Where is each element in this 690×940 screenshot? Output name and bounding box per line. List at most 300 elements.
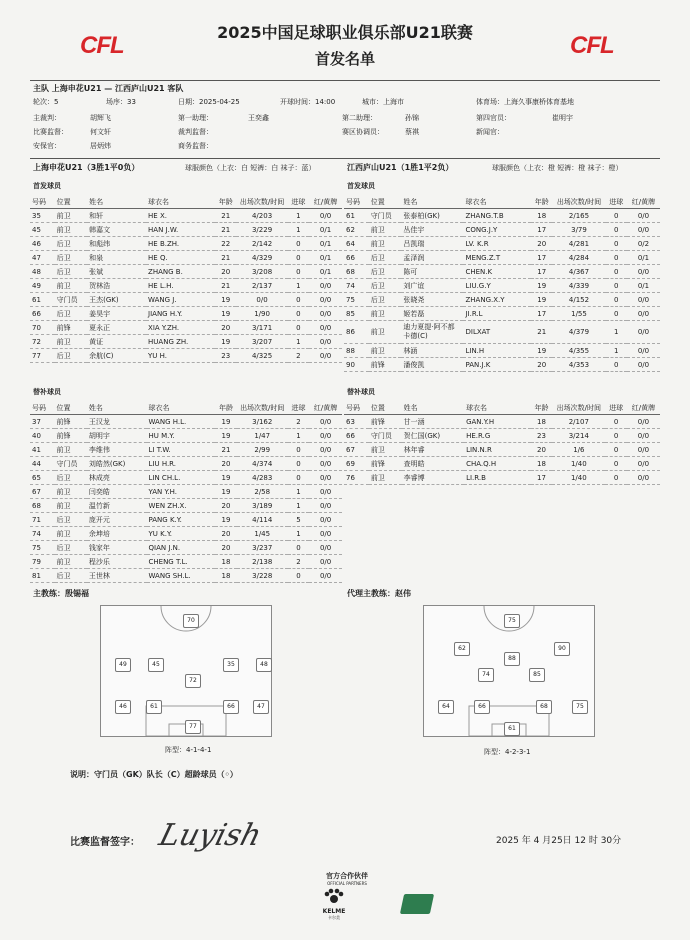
player-jersey: 74: [478, 668, 494, 682]
player-cell: 1: [296, 487, 301, 496]
player-cell: 76: [346, 473, 355, 482]
player-cell: HUANG ZH.: [148, 337, 189, 346]
column-header: 年龄: [218, 198, 233, 206]
player-cell: 20: [221, 543, 231, 552]
column-header: 姓名: [403, 404, 418, 412]
player-row: [344, 443, 660, 457]
player-cell: 0/0: [637, 211, 650, 220]
column-header: 进球: [609, 198, 624, 206]
player-cell: JI.R.L: [465, 309, 483, 318]
player-cell: 前卫: [56, 487, 71, 496]
column-header: 进球: [291, 404, 306, 412]
player-row: [30, 513, 342, 527]
player-cell: LI T.W.: [148, 445, 171, 454]
player-cell: 44: [32, 459, 41, 468]
player-cell: 0/0: [319, 281, 332, 290]
venue: 体育场：上海久事康桥体育基地: [476, 98, 574, 106]
player-cell: 0: [614, 211, 619, 220]
player-cell: 0: [613, 459, 619, 468]
player-cell: 45: [32, 225, 41, 234]
player-cell: 19: [221, 431, 231, 440]
player-cell: JIANG H.Y.: [148, 309, 183, 318]
player-cell: 18: [221, 571, 231, 580]
sign-date: 2025 年 4 月25日 12 时 30分: [496, 836, 622, 846]
player-cell: 后卫: [370, 281, 385, 290]
column-header: 出场次数/时间: [556, 404, 601, 412]
column-header: 姓名: [88, 404, 103, 412]
player-cell: HE L.H.: [148, 281, 174, 290]
player-cell: LV. K.R: [465, 239, 489, 248]
player-jersey: 61: [146, 700, 162, 714]
player-cell: 5: [296, 515, 301, 524]
player-cell: CHENG T.L.: [148, 557, 188, 566]
player-cell: 吕凯瑞: [403, 239, 425, 248]
player-jersey: 85: [529, 668, 545, 682]
player-cell: 查明皓: [403, 459, 425, 468]
player-cell: 77: [32, 351, 41, 360]
official-name: 王奕鑫: [248, 114, 269, 122]
official-role: 第二助理：: [342, 114, 377, 122]
player-cell: 王世林: [88, 571, 110, 580]
player-cell: 韩嘉文: [89, 225, 111, 234]
player-cell: 2/165: [568, 211, 590, 220]
player-cell: 贺林浩: [89, 281, 111, 290]
player-cell: 61: [32, 295, 41, 304]
table-header: [30, 402, 342, 415]
official-name: 孙锦: [405, 114, 419, 122]
page-subtitle: 首发名单: [314, 50, 375, 68]
home-formation: 阵型：4-1-4-1: [165, 746, 212, 754]
player-cell: 4/355: [568, 346, 590, 355]
column-header: 球衣名: [148, 198, 170, 206]
player-cell: 前卫: [56, 557, 71, 566]
player-cell: 夏永正: [89, 323, 111, 332]
player-cell: 0: [613, 431, 619, 440]
column-header: 红/黄牌: [313, 198, 338, 206]
player-cell: 19: [221, 487, 231, 496]
player-cell: 前锋: [370, 459, 385, 468]
player-cell: HE Q.: [148, 253, 168, 262]
player-cell: CHEN.K: [465, 267, 493, 276]
column-header: 位置: [370, 404, 385, 412]
player-cell: 69: [346, 459, 355, 468]
player-cell: 2/138: [252, 557, 273, 566]
player-cell: 4/339: [568, 281, 590, 290]
player-cell: 21: [221, 253, 231, 262]
player-cell: 黄证: [89, 337, 104, 346]
player-jersey: 62: [454, 642, 470, 656]
player-row: [344, 307, 660, 321]
home-starters-label: 首发球员: [33, 182, 61, 190]
player-cell: 3/214: [568, 431, 589, 440]
home-kit: 球服颜色（上衣：白 短裤：白 袜子：蓝）: [185, 164, 316, 172]
player-cell: LIN.N.R: [466, 445, 492, 454]
player-cell: 37: [32, 417, 41, 426]
player-cell: 0: [296, 473, 301, 482]
player-cell: 李维伟: [88, 445, 110, 454]
player-cell: 0: [613, 417, 619, 426]
player-cell: 后卫: [370, 253, 385, 262]
player-cell: 18: [537, 459, 546, 468]
city: 城市：上海市: [362, 98, 404, 106]
player-cell: 丛佳宇: [403, 225, 425, 234]
player-cell: 18: [537, 211, 547, 220]
player-row: [30, 335, 342, 349]
player-cell: 后卫: [370, 267, 385, 276]
player-row: [344, 321, 660, 344]
player-cell: LIU H.R.: [148, 459, 177, 468]
player-cell: 17: [537, 267, 547, 276]
player-cell: 0: [614, 239, 619, 248]
player-cell: 后卫: [370, 295, 385, 304]
player-cell: DILXAT: [465, 328, 491, 336]
player-jersey: 35: [223, 658, 239, 672]
player-cell: 张泰柏(GK): [403, 211, 440, 220]
player-cell: 20: [537, 360, 547, 369]
supervisor-signature: Luyish: [155, 818, 266, 853]
player-cell: 0/0: [637, 295, 650, 304]
player-cell: 守门员: [370, 431, 392, 440]
table-header: [344, 402, 660, 415]
column-header: 红/黄牌: [631, 198, 656, 206]
player-cell: 余坤培: [88, 529, 110, 538]
player-cell: 前卫: [56, 337, 71, 346]
player-cell: 后卫: [56, 267, 71, 276]
player-cell: 65: [32, 473, 41, 482]
player-cell: 19: [537, 346, 547, 355]
player-cell: 2/137: [251, 281, 273, 290]
player-cell: 前卫: [370, 225, 385, 234]
player-cell: 0: [296, 459, 301, 468]
player-cell: 前卫: [370, 239, 385, 248]
player-cell: 3/237: [252, 543, 273, 552]
player-jersey: 72: [185, 674, 201, 688]
player-cell: 0/0: [637, 225, 650, 234]
player-cell: WANG J.: [148, 295, 177, 304]
player-cell: 67: [32, 487, 41, 496]
player-cell: 81: [32, 571, 41, 580]
column-header: 号码: [32, 404, 46, 412]
player-cell: 迪力夏提·阿不都卡德(C): [403, 323, 455, 340]
player-cell: 2: [296, 417, 301, 426]
player-cell: 钱家年: [88, 543, 110, 552]
player-cell: 0: [613, 445, 619, 454]
player-cell: MENG.Z.T: [465, 253, 501, 262]
player-cell: 4/281: [568, 239, 590, 248]
round: 轮次：5: [33, 98, 59, 106]
player-cell: 4/353: [568, 360, 590, 369]
player-row: [30, 279, 342, 293]
divider: [30, 80, 660, 81]
teams-line: 主队 上海申花U21 — 江西庐山U21 客队: [33, 84, 184, 93]
player-row: [30, 569, 342, 583]
player-cell: YU K.Y.: [148, 529, 173, 538]
column-header: 位置: [56, 198, 71, 206]
column-header: 球衣名: [466, 404, 488, 412]
player-cell: 前卫: [56, 225, 71, 234]
player-cell: 温竹新: [88, 501, 110, 510]
player-cell: 王汉龙: [88, 417, 110, 426]
player-cell: 前卫: [56, 501, 71, 510]
player-cell: LIN CH.L.: [148, 473, 181, 482]
player-cell: 3/171: [251, 323, 273, 332]
player-row: [30, 349, 342, 363]
player-cell: 0: [614, 309, 619, 318]
player-cell: 75: [346, 295, 355, 304]
player-jersey: 77: [185, 720, 201, 734]
player-cell: 林涵: [403, 346, 418, 355]
player-jersey: 68: [536, 700, 552, 714]
player-cell: 3/79: [571, 225, 587, 234]
player-cell: ZHANG.X.Y: [465, 295, 505, 304]
player-cell: 1: [614, 346, 619, 355]
player-cell: 陈可: [403, 267, 418, 276]
player-cell: 李睿博: [403, 473, 425, 482]
player-cell: 35: [32, 211, 41, 220]
player-cell: 前锋: [56, 417, 71, 426]
player-cell: 0/0: [637, 445, 650, 454]
player-cell: 19: [221, 309, 231, 318]
player-cell: 23: [221, 351, 231, 360]
home-team-title: 上海申花U21（3胜1平0负）: [33, 163, 140, 172]
away-subs-label: 替补球员: [347, 388, 375, 396]
player-cell: 0/0: [319, 337, 332, 346]
player-jersey: 64: [438, 700, 454, 714]
away-subs-table: [344, 402, 660, 485]
player-cell: 0/1: [319, 253, 332, 262]
player-cell: 0/0: [319, 309, 332, 318]
player-cell: 2/99: [254, 445, 271, 454]
player-cell: 0/0: [319, 431, 332, 440]
player-cell: 0: [613, 473, 619, 482]
player-cell: LI.R.B: [466, 473, 486, 482]
player-cell: 0/0: [319, 529, 332, 538]
column-header: 出场次数/时间: [556, 198, 602, 206]
player-cell: WEN ZH.X.: [148, 501, 187, 510]
player-cell: 林年睿: [403, 445, 425, 454]
player-cell: 4/283: [252, 473, 273, 482]
player-cell: HE X.: [148, 211, 167, 220]
player-row: [344, 237, 660, 251]
player-cell: 0: [296, 295, 301, 304]
player-cell: 0/0: [637, 431, 650, 440]
column-header: 位置: [56, 404, 71, 412]
player-cell: 0: [296, 543, 301, 552]
column-header: 号码: [346, 404, 360, 412]
player-row: [30, 541, 342, 555]
player-cell: 2/107: [568, 417, 589, 426]
player-cell: 0/0: [319, 417, 332, 426]
column-header: 出场次数/时间: [240, 404, 285, 412]
player-cell: 19: [221, 417, 231, 426]
player-jersey: 66: [474, 700, 490, 714]
player-cell: 后卫: [56, 309, 71, 318]
player-cell: 4/379: [568, 328, 590, 336]
player-cell: 68: [346, 267, 355, 276]
player-cell: 19: [221, 337, 231, 346]
player-jersey: 61: [504, 722, 520, 736]
player-cell: 0: [614, 253, 619, 262]
player-cell: LIU.G.Y: [465, 281, 491, 290]
player-jersey: 45: [148, 658, 164, 672]
player-cell: 张晓尧: [403, 295, 425, 304]
player-cell: 3/208: [251, 267, 273, 276]
player-cell: 闫奕皓: [88, 487, 110, 496]
player-cell: 21: [221, 225, 231, 234]
player-cell: HAN J.W.: [148, 225, 179, 234]
player-row: [344, 344, 660, 358]
player-cell: 20: [221, 267, 231, 276]
player-cell: 19: [537, 281, 547, 290]
player-cell: 胡明宇: [88, 431, 110, 440]
player-cell: 1/6: [573, 445, 585, 454]
player-cell: 0: [614, 281, 619, 290]
player-cell: 3/189: [252, 501, 273, 510]
player-cell: 3/229: [251, 225, 273, 234]
official-role: 主裁判：: [33, 114, 61, 122]
player-cell: 0/1: [637, 253, 650, 262]
player-cell: 0/0: [319, 445, 332, 454]
official-role: 赛区协调员：: [342, 128, 384, 136]
player-cell: 61: [346, 211, 355, 220]
player-cell: 74: [32, 529, 41, 538]
column-header: 号码: [346, 198, 360, 206]
column-header: 红/黄牌: [631, 404, 656, 412]
player-cell: 0/0: [319, 211, 332, 220]
column-header: 年龄: [534, 404, 549, 412]
player-cell: 后卫: [56, 351, 71, 360]
player-cell: 0: [296, 267, 301, 276]
player-cell: 0/0: [637, 328, 650, 336]
player-cell: 0: [614, 225, 619, 234]
player-cell: 姜昊宇: [89, 309, 111, 318]
player-cell: 林成亮: [88, 473, 110, 482]
player-row: [30, 223, 342, 237]
player-cell: 1: [296, 337, 301, 346]
player-row: [30, 527, 342, 541]
player-row: [344, 223, 660, 237]
home-subs-label: 替补球员: [33, 388, 61, 396]
player-cell: 0/0: [319, 487, 332, 496]
home-subs-table: [30, 402, 342, 583]
player-cell: YAN Y.H.: [148, 487, 177, 496]
player-cell: 79: [32, 557, 41, 566]
player-jersey: 48: [256, 658, 272, 672]
player-cell: 0: [296, 239, 301, 248]
player-cell: 0/1: [319, 225, 332, 234]
partner-logo-green: [400, 894, 434, 914]
player-cell: 2/58: [254, 487, 271, 496]
player-cell: 和泉: [89, 253, 104, 262]
column-header: 年龄: [218, 404, 233, 412]
player-cell: 前卫: [370, 445, 385, 454]
player-cell: 前卫: [56, 529, 71, 538]
player-cell: 66: [346, 253, 355, 262]
player-cell: 后卫: [56, 473, 71, 482]
player-cell: 0/0: [319, 323, 332, 332]
column-header: 号码: [32, 198, 46, 206]
official-role: 裁判监督：: [178, 128, 213, 136]
player-row: [344, 293, 660, 307]
official-name: 崔明宇: [552, 114, 573, 122]
player-cell: 17: [537, 253, 547, 262]
player-cell: 张斌: [89, 267, 104, 276]
player-cell: 0: [296, 309, 301, 318]
player-row: [344, 457, 660, 471]
player-cell: 90: [346, 360, 355, 369]
player-cell: 0/0: [637, 459, 650, 468]
home-formation-pitch: [100, 605, 272, 737]
player-cell: 前卫: [370, 309, 385, 318]
player-cell: 贺仁国(GK): [403, 431, 441, 440]
player-cell: 4/367: [568, 267, 590, 276]
player-cell: 18: [537, 417, 546, 426]
player-cell: 1/55: [571, 309, 587, 318]
player-cell: 20: [537, 445, 546, 454]
player-cell: 4/325: [251, 351, 273, 360]
player-cell: 0: [296, 445, 301, 454]
official-role: 商务监督：: [178, 142, 213, 150]
player-cell: 刘广谊: [403, 281, 425, 290]
away-starters-label: 首发球员: [347, 182, 375, 190]
player-row: [30, 307, 342, 321]
column-header: 年龄: [534, 198, 549, 206]
player-cell: 2/142: [251, 239, 273, 248]
player-cell: 1/45: [254, 529, 271, 538]
player-row: [344, 358, 660, 372]
player-cell: 3/207: [251, 337, 273, 346]
paw-icon: [323, 888, 345, 904]
player-cell: 3/228: [252, 571, 273, 580]
player-row: [344, 429, 660, 443]
player-cell: 0/0: [637, 309, 650, 318]
player-cell: 21: [221, 445, 231, 454]
player-cell: 0: [296, 571, 301, 580]
column-header: 球衣名: [465, 198, 487, 206]
player-row: [30, 443, 342, 457]
player-cell: 17: [537, 225, 547, 234]
player-cell: 0/0: [319, 571, 332, 580]
player-cell: 0: [614, 360, 619, 369]
player-cell: 前卫: [370, 346, 385, 355]
kelme-logo: KELME 卡尔美: [305, 888, 363, 920]
player-cell: WANG H.L.: [148, 417, 187, 426]
player-cell: 1: [296, 529, 301, 538]
player-cell: 后卫: [56, 239, 71, 248]
player-cell: 0/0: [637, 360, 650, 369]
player-cell: 18: [221, 557, 231, 566]
player-cell: 48: [32, 267, 41, 276]
player-cell: 后卫: [56, 571, 71, 580]
player-cell: 0: [296, 253, 301, 262]
match-no: 场序：33: [106, 98, 136, 106]
player-cell: 20: [537, 239, 547, 248]
player-row: [30, 555, 342, 569]
player-cell: LIN.H: [465, 346, 485, 355]
player-cell: CONG.J.Y: [465, 225, 498, 234]
player-row: [344, 265, 660, 279]
cfl-logo-right: CFL: [570, 32, 614, 59]
player-cell: 1: [296, 281, 301, 290]
player-cell: 23: [537, 431, 546, 440]
table-header: [344, 196, 660, 209]
player-cell: 0/1: [637, 281, 650, 290]
player-cell: 17: [537, 473, 546, 482]
player-row: [344, 415, 660, 429]
player-jersey: 47: [253, 700, 269, 714]
column-header: 姓名: [89, 198, 104, 206]
player-cell: 0/0: [256, 295, 268, 304]
